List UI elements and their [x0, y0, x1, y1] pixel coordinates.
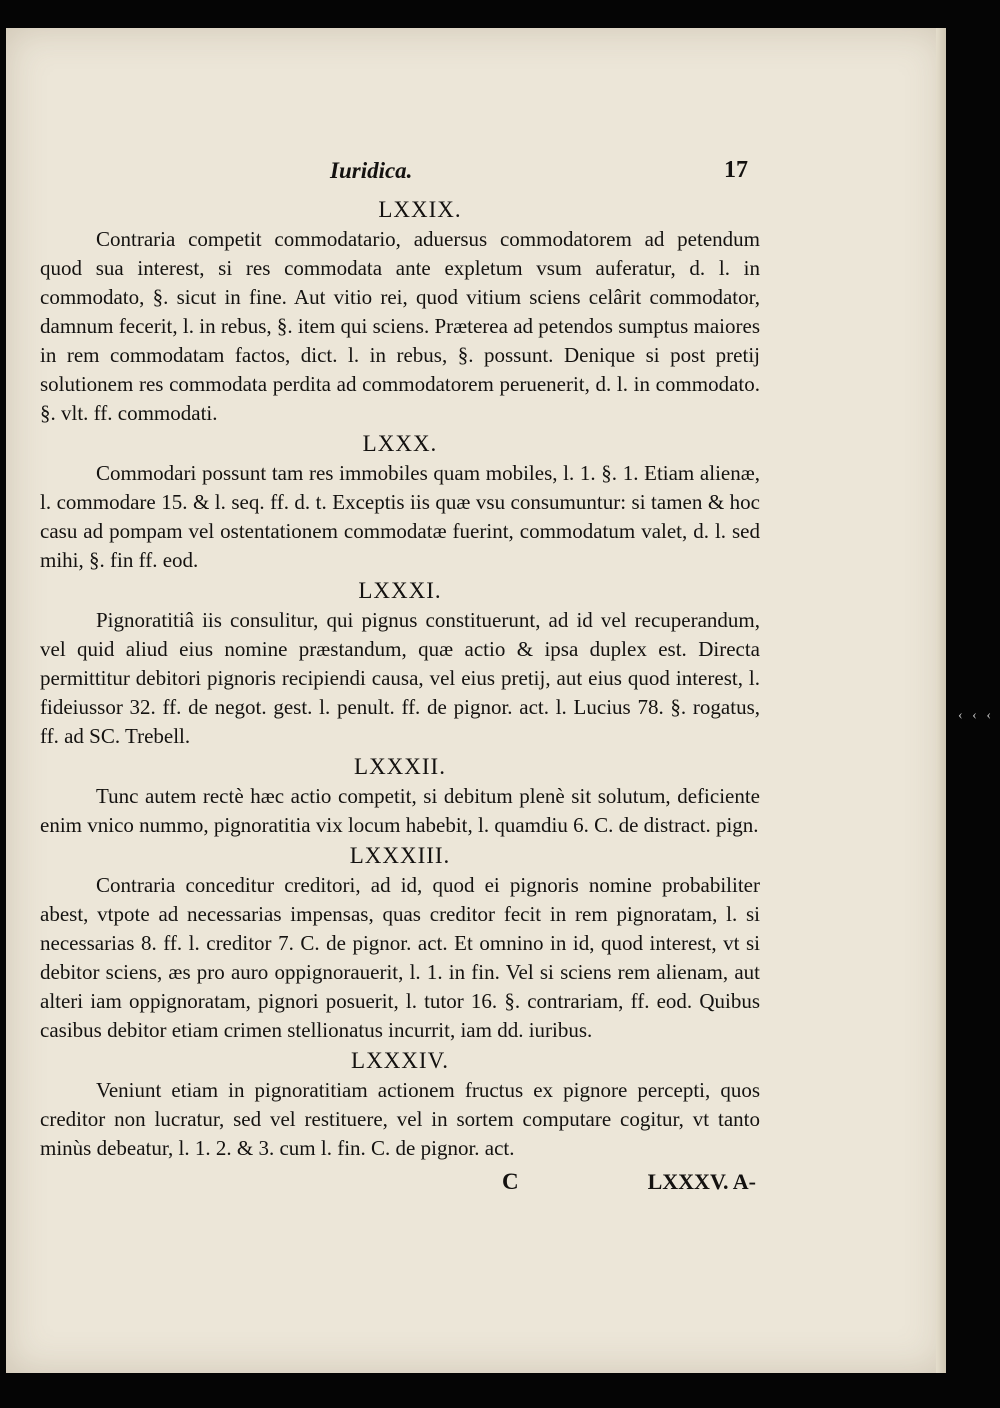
section-heading: LXXXII.: [354, 754, 446, 779]
section-lxxxi: [40, 575, 760, 751]
section-paragraph: Pignoratitiâ iis consulitur, qui pignus constituerunt, ad id vel recuperandum, vel quid aliud eius nomine præstandum, quæ actio & ipsa duplex est. Directa permittitur debitori pignoris recipiendi causa, vel eius pretij, aut eius quod interest, l. fideiussor 32. ff. de negot. gest. l. penult. ff. de pignor. act. l. Lucius 78. §. rogatus, ff. ad SC. Trebell.: [40, 608, 760, 748]
section-paragraph: Contraria competit commodatario, aduersus commodatorem ad petendum quod sua interest, si res commodata ante expletum vsum auferatur, d. l. in commodato, §. sicut in fine. Aut vitio rei, quod vitium sciens celârit commodator, damnum fecerit, l. in rebus, §. item qui sciens. Præterea ad petendos sumptus maiores in rem commodatam factos, dict. l. in rebus, §. possunt. Denique si post pretij solutionem res commodata perdita ad commodatorem peruenerit, d. l. in commodato. §. vlt. ff. commodati.: [40, 227, 760, 425]
section-heading: LXXXIII.: [349, 843, 451, 868]
section-lxxix: [40, 194, 760, 428]
section-heading: LXXXIV.: [351, 1048, 449, 1073]
section-heading: LXXX.: [362, 431, 438, 456]
page-footer: [40, 1167, 760, 1199]
section-lxxx: [40, 428, 760, 575]
section-paragraph: Veniunt etiam in pignoratitiam actionem fructus ex pignore percepti, quos creditor non lucratur, sed vel restituere, vel in sortem computare cogitur, vt tanto minùs debeatur, l. 1. 2. & 3. cum l. fin. C. de pignor. act.: [40, 1078, 760, 1160]
gutter-mark: ‹ ‹ ‹: [958, 708, 994, 723]
section-paragraph: Tunc autem rectè hæc actio competit, si debitum plenè sit solutum, deficiente enim vnico nummo, pignoratitia vix locum habebit, l. quamdiu 6. C. de distract. pign.: [40, 784, 760, 837]
running-head: [40, 156, 760, 194]
section-paragraph: Contraria conceditur creditori, ad id, quod ei pignoris nomine probabiliter abest, vtpote ad necessarias impensas, quas creditor fecit in rem pignoratam, l. si necessarias 8. ff. l. creditor 7. C. de pignor. act. Et omnino in id, quod interest, vt si debitor sciens, æs pro auro oppignorauerit, l. 1. in fin. Vel si sciens rem alienam, aut alteri iam oppignoratam, pignori posuerit, l. tutor 16. §. contrariam, ff. eod. Quibus casibus debitor etiam crimen stellionatus incurrit, iam dd. iuribus.: [40, 873, 760, 1042]
text-block: [40, 156, 760, 1199]
running-title: Iuridica.: [330, 158, 413, 183]
section-paragraph: Commodari possunt tam res immobiles quam mobiles, l. 1. §. 1. Etiam alienæ, l. commodare 15. & l. seq. ff. d. t. Exceptis iis quæ vsu consumuntur: si tamen & hoc casu ad pompam vel ostentationem commodatæ fuerint, commodatum valet, d. l. sed mihi, §. fin ff. eod.: [40, 461, 760, 572]
section-lxxxiii: [40, 840, 760, 1045]
section-lxxxiv: [40, 1045, 760, 1163]
section-heading: LXXXI.: [358, 578, 442, 603]
section-lxxxii: [40, 751, 760, 840]
section-heading: LXXIX.: [378, 197, 462, 222]
folio-number: 17: [724, 157, 748, 183]
book-page: [6, 28, 946, 1373]
signature-mark: C: [502, 1169, 519, 1194]
catchword: LXXXV. A-: [647, 1169, 756, 1194]
